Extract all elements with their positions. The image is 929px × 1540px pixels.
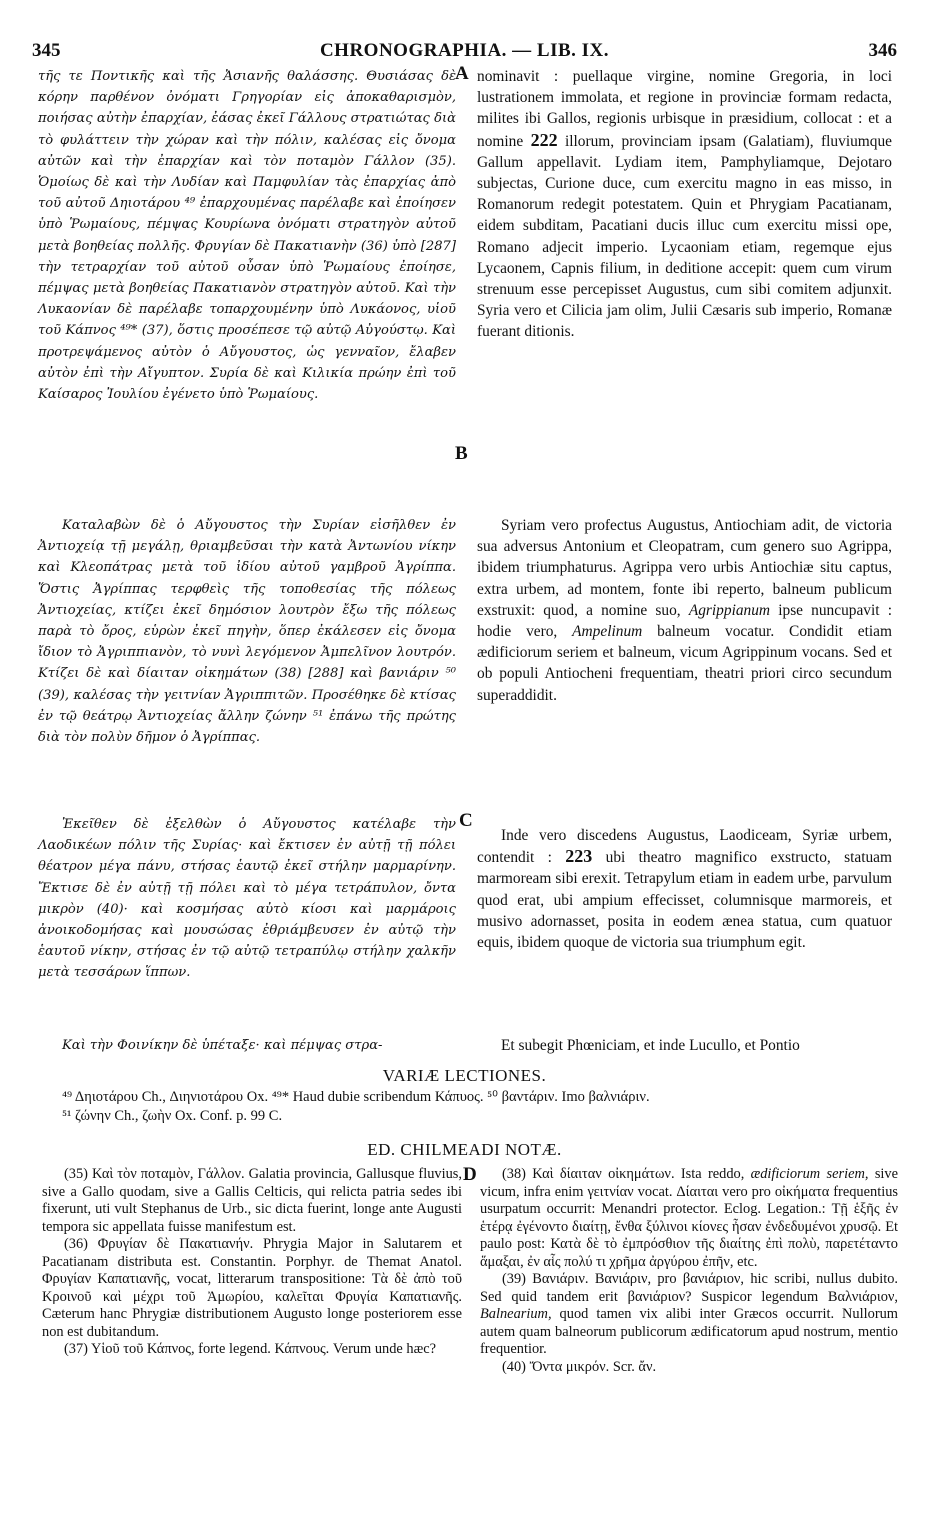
latin-p2a: Syriam vero profectus Augustus, Antiochiam adit, de victoria sua adversus Antonium et Cleopatram, cum genero suo Agrippa, ibidem triumphaturus. Agrippa vero urbis Antiochiæ situ captus, extra urbem, ad montem, fonte ibi reperto, balneum publicum exstruxit: quod, a nomine suo, <box>477 517 892 619</box>
page-marker-222: 222 <box>530 129 558 150</box>
latin-column-2 <box>477 515 892 706</box>
note-35: (35) Καὶ τὸν ποταμὸν, Γάλλον. Galatia provincia, Gallusque fluvius, sive a Gallo quodam, sive a Gallis Celticis, qui relicta patria sedes ibi fixerunt, uti vult Stephanus de Urb., sic dicta fuerint, longe ante Augusti tempora sic appellata fuisse manifestum est. <box>42 1166 462 1235</box>
latin-p2b: ipse nuncupavit : hodie vero, <box>477 601 892 641</box>
greek-paragraph-2: Καταλαβὼν δὲ ὁ Αὔγουστος τὴν Συρίαν εἰσῆλθεν ἐν Ἀντιοχείᾳ τῇ μεγάλῃ, θριαμβεῦσαι τὴν κατὰ Ἀντωνίου νίκην καὶ Κλεοπάτρας μετὰ τοῦ ἰδίου αὐτοῦ γαμβροῦ Ἀγρίππα. Ὅστις Ἀγρίππας τερφθεὶς τῆς τοποθεσίας τῆς πόλεως Ἀντιοχείας, κτίζει ἐκεῖ δημόσιον λουτρὸν ἔξω τῆς πόλεως παρὰ τὸ ὄρος, εὑρὼν ἐκεῖ πηγὴν, ὅπερ ἐκάλεσεν εἰς ὄνομα ἴδιον τὸ Ἀγριππιανὸν, τὸ νυνὶ λεγόμενον Ἀμπελῖνον λουτρόν. Κτίζει δὲ καὶ δίαιταν οἰκημάτων (38) [288] καὶ βανιάριν ⁵⁰ (39), καλέσας τὴν γειτνίαν Ἀγριππιτῶν. Προσέθηκε δὲ κτίσας ἐν τῷ θεάτρῳ Ἀντιοχείας ἄλλην ζώνην ⁵¹ ἐπάνω τῆς πρώτης διὰ τὸν πολὺν δῆμον ὁ Ἀγρίππας. <box>38 518 456 746</box>
latin-paragraph-3 <box>477 825 892 953</box>
greek-column-3 <box>38 814 456 984</box>
latin-p2-italic-1: Agrippianum <box>688 601 771 619</box>
margin-marker-d: D <box>463 1164 477 1185</box>
latin-p2c: balneum vocatur. Condidit etiam ædificiorum seriem et balneum, vicum Agrippinum vocans. Sed et ob populi Antiocheni frequentiam, theatri priori circo secundum superaddidit. <box>477 623 892 704</box>
page-number-right: 346 <box>868 40 897 61</box>
note-38b: sive vicum, infra enim γειτνίαν vocat. Δίαιται vero pro οἰκήματα frequentius usurpatum occurrit: Menandri protector. Eclog. Legation.: Τῇ ἑξῆς ἐν ἑτέρᾳ ἐγένοντο διαίτῃ, ἔνθα ξύλινοι κίονες ἦσαν ἐνδεδυμένοι χρυσῷ. Et paulo post: Κατὰ δὲ τὸ ἐμπρόσθιον τῆς διαίτης ἐπὶ πολὺ, παρετέταντο ἅμαξαι, ἐν αἷς πολύ τι χρῆμα ἀργύρου ἐπῆν, etc. <box>480 1166 898 1270</box>
note-37: (37) Υἱοῦ τοῦ Κάπνος, forte legend. Κάπνους. Verum unde hæc? <box>64 1341 436 1357</box>
margin-marker-b: B <box>455 443 468 464</box>
latin-paragraph-4: Et subegit Phœniciam, et inde Lucullo, et Pontio <box>501 1037 800 1054</box>
greek-column-4 <box>38 1035 456 1056</box>
margin-marker-c: C <box>459 810 473 831</box>
greek-paragraph-3: Ἐκεῖθεν δὲ ἐξελθὼν ὁ Αὔγουστος κατέλαβε τὴν Λαοδικέων πόλιν τῆς Συρίας· καὶ ἔκτισεν ἐν αὐτῇ τῇ πόλει θέατρον μέγα πάνυ, στήσας ἑαυτῷ ἐκεῖ στήλην μαρμαρίνην. Ἔκτισε δὲ ἐν αὐτῇ τῇ πόλει καὶ τὸ μέγα τετράπυλον, ὄντα μικρὸν (40)· καὶ κοσμήσας αὐτὸ κίοσι καὶ μαρμάροις ἀνοικοδομήσας καὶ μουσώσας ἐθριάμβευσεν ἐν αὐτῷ τὴν ἑαυτοῦ νίκην, στήσας ἐν τῷ αὐτῷ τετραπύλῳ στήλην χαλκῆν μετὰ τεσσάρων ἵππων. <box>38 817 456 981</box>
latin-column <box>477 66 892 343</box>
variae-line-2: ⁵¹ ζώνην Ch., ζωὴν Ox. Conf. p. 99 C. <box>62 1108 283 1124</box>
latin-paragraph-2 <box>477 515 892 706</box>
notes-right-column <box>480 1166 898 1376</box>
note-39a: (39) Βανιάριν. Βανιάριν, pro βανιάριον, hic scribi, nullus dubito. Sed quid tandem erit βανιάριον? Suspicor legendum Βαλνιάριον, <box>480 1271 898 1305</box>
latin-p1b: illorum, provinciam ipsam (Galatiam), fluviumque Gallum appellavit. Lydiam item, Pamphyliamque, Dejotaro subjectas, Curione duce, cum exercitu magno in eas misso, in Romanorum redegit potestatem. Quin et Phrygiam Pacatianam, eidem subditam, Pacatiani ducis illuc cum exercitu missi ope, Romano adjecit imperio. Lycaoniam etiam, regemque ejus Lycaonem, Capnis filium, in deditione accepit: quem cum virum strenuum esse percepisset Augustus, cum sibi comitem adjunxit. Syria vero et Cilicia jam olim, Julii Cæsaris sub imperio, Romanæ fuerant ditionis. <box>477 132 892 341</box>
note-38a: (38) Καὶ δίαιταν οἰκημάτων. Ista reddo, <box>502 1166 745 1182</box>
greek-paragraph-4: Καὶ τὴν Φοινίκην δὲ ὑπέταξε· καὶ πέμψας στρα- <box>62 1038 383 1053</box>
variae-heading: VARIÆ LECTIONES. <box>382 1066 547 1085</box>
variae-lectiones <box>62 1088 902 1126</box>
greek-paragraph-1: τῆς τε Ποντικῆς καὶ τῆς Ἀσιανῆς θαλάσσης. Θυσιάσας δὲ κόρην παρθένον ὀνόματι Γρηγορίαν εἰς ἀποκαθαρισμὸν, ποιήσας αὐτὴν ἐπαρχίαν, ἐάσας ἐκεῖ Γάλλους στρατιώτας διὰ τὸ φυλάττειν τὴν χώραν καὶ τὴν πόλιν, καλέσας εἰς ὄνομα αὐτῶν καὶ τὴν ἐπαρχίαν καὶ τὸν ποταμὸν Γάλλον (35). Ὁμοίως δὲ καὶ τὴν Λυδίαν καὶ Παμφυλίαν τὰς ἐπαρχίας ἀπὸ τοῦ αὐτοῦ Δηιοτάρου ⁴⁹ ἐπαρχουμένας παρέλαβε καὶ ἐποίησεν ὑπὸ Ῥωμαίους, πέμψας Κουρίωνα ὀνόματι στρατηγὸν αὐτοῦ μετὰ βοηθείας πολλῆς. Φρυγίαν δὲ Πακατιανὴν (36) ὑπὸ [287] τὴν τετραρχίαν τοῦ αὐτοῦ οὖσαν ὑπὸ Ῥωμαίους ἐποίησε, πέμψας μετὰ βοηθείας Πακατιανὸν στρατηγὸν αὐτοῦ. Καὶ τὴν Λυκαονίαν δὲ παρέλαβε τοπαρχουμένην ὑπὸ Λυκάονος, υἱοῦ τοῦ Κάπνος ⁴⁹* (37), ὅστις προσέπεσε τῷ αὐτῷ Αὐγούστῳ. Καὶ προτρεψάμενος αὐτὸν ὁ Αὔγουστος, ὡς γενναῖον, ἔλαβεν αὐτὸν ἐπὶ τὴν Αἴγυπτον. Συρία δὲ καὶ Κιλικία πρώην ἐπὶ τοῦ Καίσαρος Ἰουλίου ἐγένετο ὑπὸ Ῥωμαίους. <box>38 69 456 403</box>
greek-column <box>38 66 456 405</box>
latin-p1a: nominavit : puellaque virgine, nomine Gregoria, in loci lustrationem immolata, et regione in provinciæ formam redacta, milites ibi Gallos, regionis urbisque in præsidium, collocat : et a nomine <box>477 68 892 150</box>
notes-left-column <box>42 1166 462 1359</box>
note-39-italic: Balnearium, <box>480 1306 552 1322</box>
latin-p2-italic-2: Ampelinum <box>572 623 643 641</box>
latin-p3a: Inde vero discedens Augustus, Laodiceam, Syriæ urbem, contendit : <box>477 827 892 867</box>
margin-marker-a: A <box>455 63 469 84</box>
note-38 <box>480 1166 898 1271</box>
note-38-italic: ædificiorum seriem, <box>750 1166 869 1182</box>
page-marker-223: 223 <box>565 846 593 867</box>
note-39b: quod tamen vix alibi inter Græcos occurrit. Nullorum autem quam balneorum publicorum ædificatorum apud nostrum, mentio frequentior. <box>480 1306 899 1357</box>
notes-heading: ED. CHILMEADI NOTÆ. <box>367 1140 562 1159</box>
running-title: CHRONOGRAPHIA. — LIB. IX. <box>319 40 610 61</box>
page-number-left: 345 <box>32 40 61 61</box>
note-39 <box>480 1271 898 1359</box>
variae-line-1: ⁴⁹ Δηιοτάρου Ch., Διηνιοτάρου Ox. ⁴⁹* Haud dubie scribendum Κάπυος. ⁵⁰ βαντάριν. Imo βαλνιάριν. <box>62 1089 650 1105</box>
latin-column-4 <box>477 1035 892 1056</box>
latin-p3b: ubi theatro magnifico exstructo, statuam marmoream sibi erexit. Tetrapylum etiam in eadem urbe, parvulum quod erat, ubi ampium effecisset, columnisque marmoreis, et musivo adornasset, posita in eodem ænea statua, cum quatuor equis, ibidem quoque de victoria sua triumphum egit. <box>477 849 892 952</box>
note-40: (40) Ὄντα μικρόν. Scr. ἄν. <box>502 1358 657 1375</box>
latin-paragraph-1 <box>477 66 892 343</box>
greek-column-2 <box>38 515 456 748</box>
note-36: (36) Φρυγίαν δὲ Πακατιανήν. Phrygia Major in Salutarem et Pacatianam distributa est. Constantin. Porphyr. de Themat Anatol. Φρυγίαν Καπατιανῆς, vocat, litterarum transpositione: Τὰ δὲ ἀπὸ τοῦ Κροινοῦ καὶ μέχρι τοῦ Ἀμωρίου, καλεῖται Φρυγία Καπατιανῆς. Cæterum hanc Phrygiæ distributionem Augusto longe posteriorem esse non est dubitandum. <box>42 1236 462 1340</box>
latin-column-3 <box>477 825 892 953</box>
